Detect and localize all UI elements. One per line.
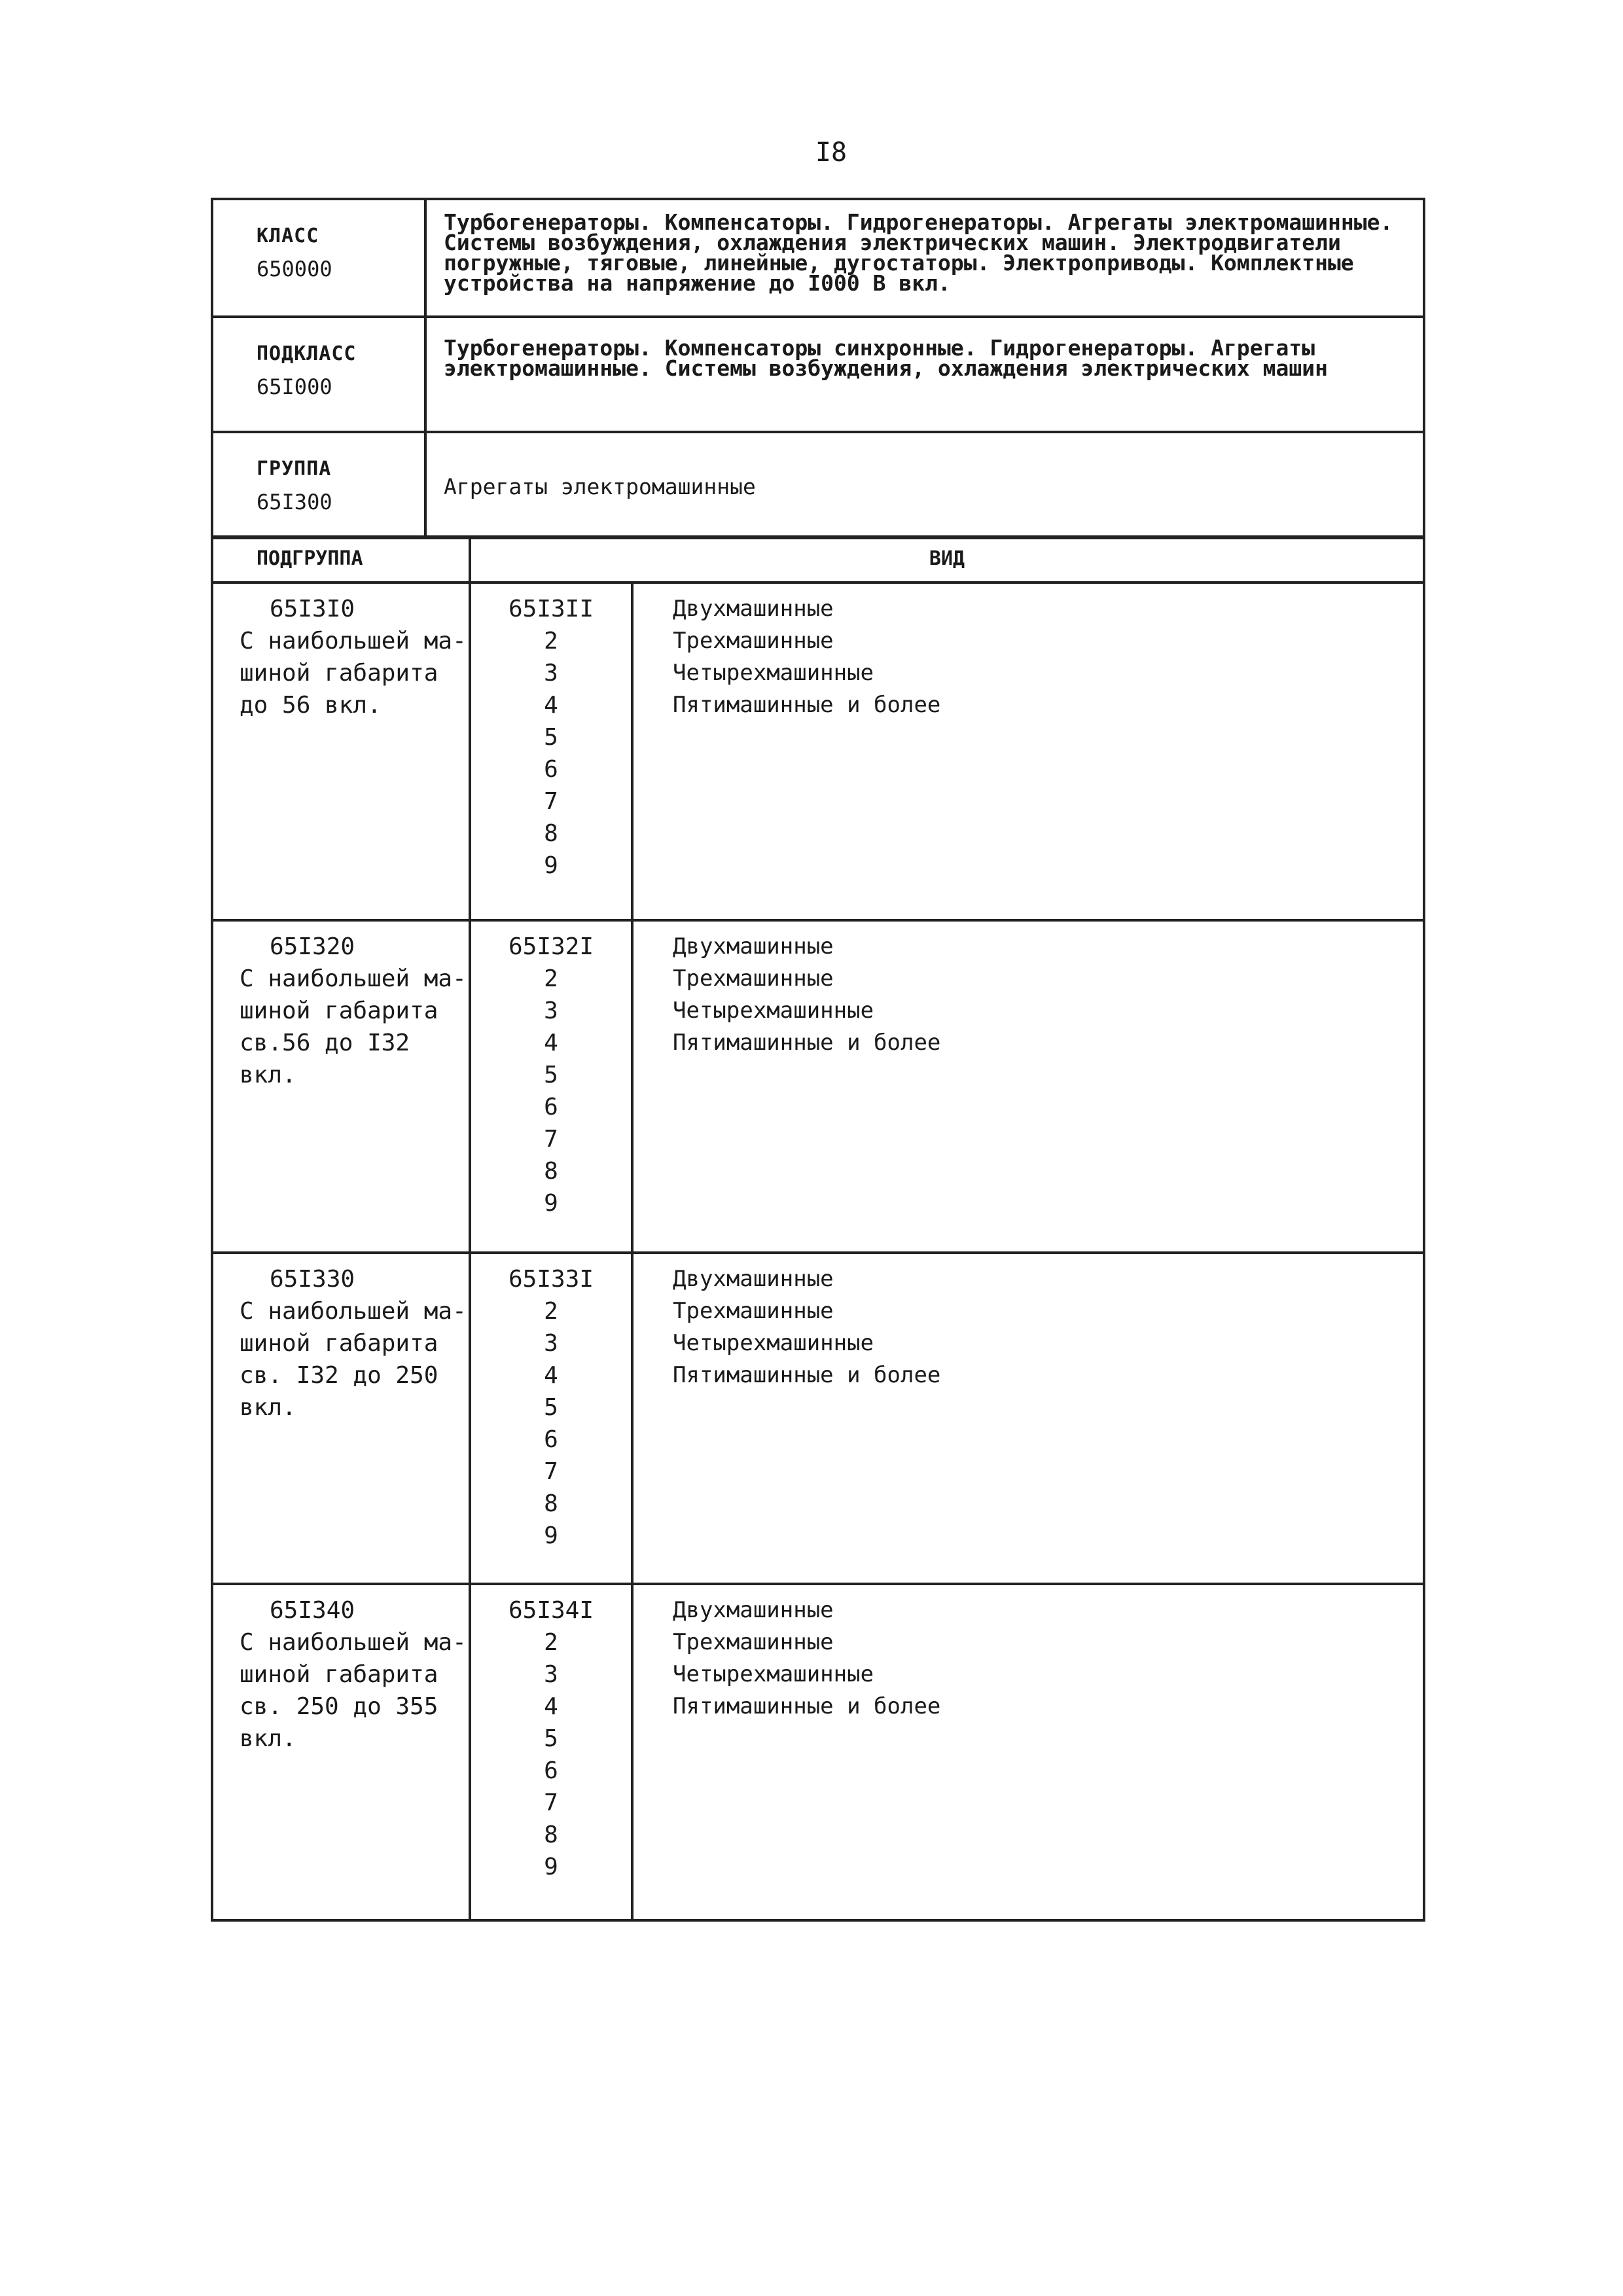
kind-code: 2 [544, 628, 558, 655]
group-description: Агрегаты электромашинные [444, 474, 756, 499]
kind-code: 7 [544, 1458, 558, 1485]
subgroup-desc-line: шиной габарита [240, 1330, 438, 1357]
kind-code: 5 [544, 1394, 558, 1421]
kind-code: 5 [544, 1725, 558, 1752]
class-label: КЛАСС [257, 224, 319, 247]
table-row [213, 1254, 1423, 1585]
subgroup-cell [213, 1585, 471, 1922]
kind-code-cell [471, 922, 633, 1251]
kind-code: 4 [544, 1693, 558, 1720]
kind-name-cell [633, 922, 1423, 1251]
subgroup-code: 65I320 [270, 933, 355, 960]
class-description: Турбогенераторы. Компенсаторы. Гидрогенераторы. Агрегаты электромашинные. Системы возбуждения, охлаждения электрических машин. Электродвигатели погружные, тяговые, линейные, дугостаторы. Электроприводы. Комплектные устройства на напряжение до I000 В вкл. [444, 209, 1393, 296]
subgroup-cell [213, 584, 471, 919]
kind-column-header: ВИД [929, 547, 965, 570]
kind-name: Двухмашинные [673, 596, 834, 622]
subclass-code: 65I000 [257, 374, 332, 399]
kind-code: 2 [544, 965, 558, 992]
kind-code: 4 [544, 1030, 558, 1056]
kind-code: 3 [544, 997, 558, 1024]
subclass-cell [213, 318, 427, 431]
kind-code: 65I32I [508, 933, 594, 960]
class-cell [213, 200, 427, 315]
kind-name: Пятимашинные и более [673, 1362, 941, 1388]
subclass-label: ПОДКЛАСС [257, 342, 357, 365]
kind-code: 4 [544, 1362, 558, 1389]
kind-code: 65I34I [508, 1597, 594, 1624]
kind-name: Четырехмашинные [673, 1661, 874, 1687]
kind-name-cell [633, 584, 1423, 919]
kind-code: 5 [544, 1062, 558, 1088]
subclass-description: Турбогенераторы. Компенсаторы синхронные. Гидрогенераторы. Агрегаты электромашинные. Системы возбуждения, охлаждения электрических машин [444, 335, 1329, 381]
kind-name: Пятимашинные и более [673, 1030, 941, 1056]
group-row [213, 433, 1423, 539]
kind-code: 7 [544, 1126, 558, 1153]
kind-name: Двухмашинные [673, 1597, 834, 1623]
kind-code: 8 [544, 1821, 558, 1848]
kind-name: Двухмашинные [673, 1266, 834, 1292]
kind-code: 7 [544, 1789, 558, 1816]
kind-code-cell [471, 1254, 633, 1583]
kind-name-cell [633, 1254, 1423, 1583]
kind-code: 8 [544, 1158, 558, 1185]
kind-code: 3 [544, 1661, 558, 1688]
kind-code: 3 [544, 660, 558, 687]
subgroup-code: 65I3I0 [270, 596, 355, 622]
subgroup-desc-line: вкл. [240, 1394, 296, 1421]
kind-name: Четырехмашинные [673, 660, 874, 686]
kind-code: 7 [544, 788, 558, 815]
classification-header-table [211, 198, 1425, 539]
table-row [213, 922, 1423, 1254]
kind-code: 9 [544, 852, 558, 879]
group-label: ГРУППА [257, 457, 332, 480]
kind-name: Трехмашинные [673, 628, 834, 654]
subgroup-table [211, 535, 1425, 1922]
kind-name: Трехмашинные [673, 965, 834, 992]
kind-name: Трехмашинные [673, 1298, 834, 1324]
class-code: 650000 [257, 257, 332, 281]
subgroup-code: 65I340 [270, 1597, 355, 1624]
kind-code: 9 [544, 1190, 558, 1217]
kind-code: 9 [544, 1854, 558, 1880]
kind-code: 3 [544, 1330, 558, 1357]
subgroup-column-header: ПОДГРУППА [213, 538, 471, 581]
kind-code-cell [471, 584, 633, 919]
kind-code: 6 [544, 1757, 558, 1784]
kind-name: Трехмашинные [673, 1629, 834, 1655]
subgroup-desc-line: шиной габарита [240, 997, 438, 1024]
subclass-row [213, 318, 1423, 433]
subgroup-desc-line: св. I32 до 250 [240, 1362, 438, 1389]
group-cell [213, 433, 427, 537]
kind-code: 65I3II [508, 596, 594, 622]
kind-name-cell [633, 1585, 1423, 1922]
subgroup-cell [213, 1254, 471, 1583]
kind-code: 6 [544, 1426, 558, 1453]
kind-name: Пятимашинные и более [673, 1693, 941, 1719]
kind-code: 65I33I [508, 1266, 594, 1293]
subgroup-desc-line: С наибольшей ма- [240, 628, 467, 655]
kind-name: Четырехмашинные [673, 997, 874, 1024]
subgroup-desc-line: до 56 вкл. [240, 692, 382, 719]
kind-code: 2 [544, 1629, 558, 1656]
subgroup-code: 65I330 [270, 1266, 355, 1293]
kind-code: 4 [544, 692, 558, 719]
kind-name: Четырехмашинные [673, 1330, 874, 1356]
subgroup-desc-line: шиной габарита [240, 1661, 438, 1688]
subgroup-desc-line: С наибольшей ма- [240, 1298, 467, 1325]
kind-code: 9 [544, 1522, 558, 1549]
subgroup-desc-line: св.56 до I32 вкл. [240, 1030, 410, 1088]
kind-name: Двухмашинные [673, 933, 834, 960]
kind-code: 5 [544, 724, 558, 751]
subgroup-cell [213, 922, 471, 1251]
subgroup-desc-line: св. 250 до 355 [240, 1693, 438, 1720]
table-header [213, 538, 1423, 584]
kind-name: Пятимашинные и более [673, 692, 941, 718]
table-row [213, 584, 1423, 922]
kind-code: 6 [544, 756, 558, 783]
kind-code: 6 [544, 1094, 558, 1121]
kind-code: 8 [544, 820, 558, 847]
kind-code-cell [471, 1585, 633, 1922]
subgroup-desc-line: вкл. [240, 1725, 296, 1752]
subgroup-desc-line: С наибольшей ма- [240, 965, 467, 992]
class-row [213, 200, 1423, 318]
page-number: I8 [815, 137, 847, 168]
subgroup-desc-line: шиной габарита [240, 660, 438, 687]
subgroup-desc-line: С наибольшей ма- [240, 1629, 467, 1656]
kind-code: 2 [544, 1298, 558, 1325]
group-code: 65I300 [257, 490, 332, 514]
table-row [213, 1585, 1423, 1922]
kind-code: 8 [544, 1490, 558, 1517]
